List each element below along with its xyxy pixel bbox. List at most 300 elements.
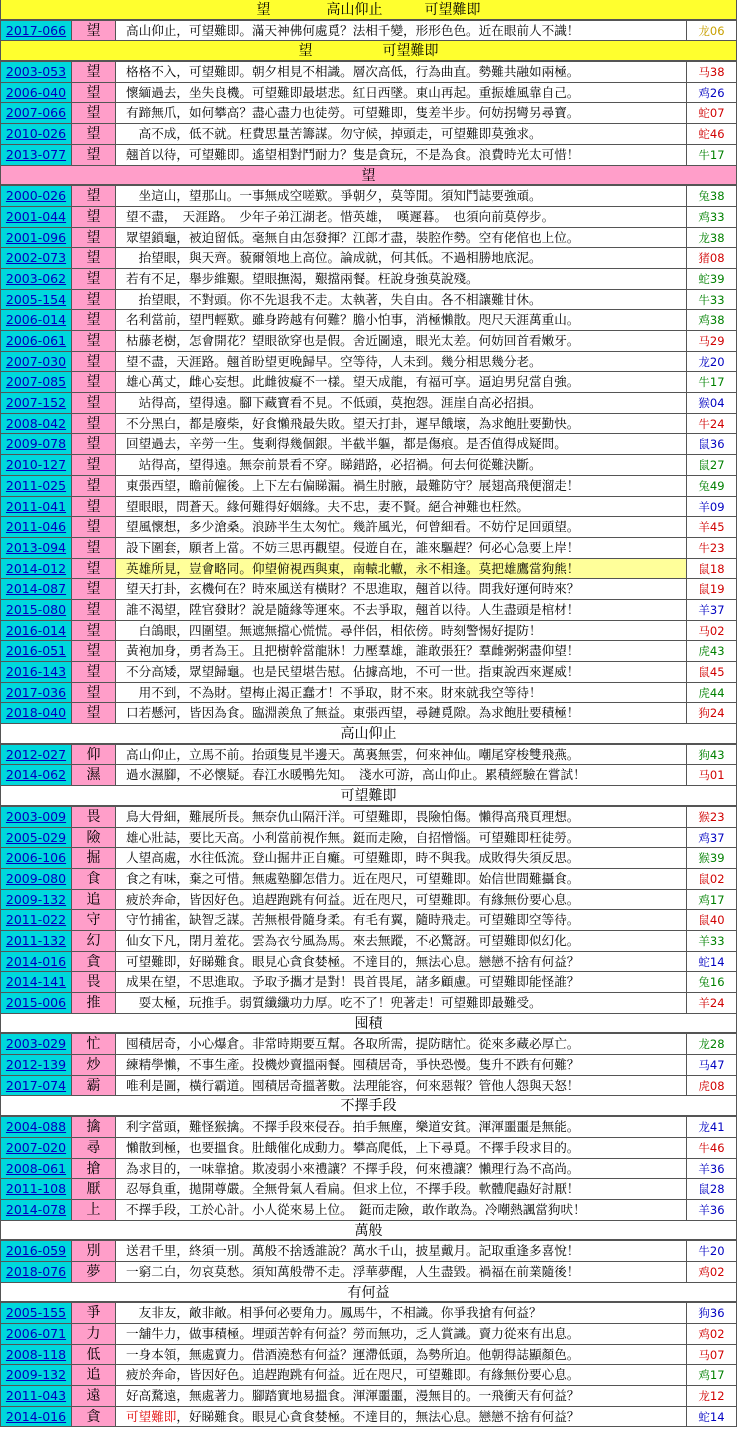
- table-row: [0, 890, 737, 911]
- riddle-text: 唯利是圖，橫行霸道。囤積居奇搵著數。法理能容，何來惡報？管他人怨與天怒！: [116, 1076, 687, 1096]
- riddle-text: 雄心萬丈，雌心妄想。此雌彼癡不一樣。望天成龍，有福可享。逼迫男兒當自強。: [116, 372, 687, 392]
- table-row: [0, 248, 737, 269]
- issue-link[interactable]: 2009-080: [0, 869, 72, 889]
- issue-link[interactable]: 2014-062: [0, 765, 72, 785]
- key-character: 望: [72, 228, 116, 248]
- issue-link[interactable]: 2016-014: [0, 621, 72, 641]
- riddle-text: 黃袍加身，勇者為王。且把樹幹當龍牀！力壓羣雄，誰敢張狂？羣雌粥粥盡仰望！: [116, 641, 687, 661]
- answer-tag: 羊36: [687, 1200, 737, 1220]
- key-character: 低: [72, 1345, 116, 1365]
- table-row: [0, 1159, 737, 1180]
- answer-tag: 狗43: [687, 745, 737, 765]
- answer-tag: 蛇14: [687, 952, 737, 972]
- issue-link[interactable]: 2017-074: [0, 1076, 72, 1096]
- riddle-text: 誰不渴望，陞官發財？說是隨緣等運來。不去爭取，翹首以待。人生盡頭是棺材！: [116, 600, 687, 620]
- section-title: 可望難即: [0, 786, 737, 806]
- riddle-text: 有蹄無爪，如何攀高？盡心盡力也徒勞。可望難即，隻差半步。何妨拐彎另尋寶。: [116, 103, 687, 123]
- riddle-text: 鳥大骨細，難展所長。無奈仇山隔汗洋。可望難即，畏險怕傷。懶得高飛頁理想。: [116, 807, 687, 827]
- issue-link[interactable]: 2003-062: [0, 269, 72, 289]
- table-row: [0, 290, 737, 311]
- issue-link[interactable]: 2017-036: [0, 683, 72, 703]
- issue-link[interactable]: 2014-012: [0, 559, 72, 579]
- table-row: [0, 621, 737, 642]
- table-row: [0, 538, 737, 559]
- answer-tag: 蛇39: [687, 269, 737, 289]
- riddle-text: 站得高，望得遠。腳下藏寶看不見。不低頭，莫抱怨。涯崖自高必招損。: [116, 393, 687, 413]
- riddle-text: 懶散到極，也要搵食。肚餓催化成動力。攀高爬低，上下尋覓。不擇手段求目的。: [116, 1138, 687, 1158]
- riddle-text: 疲於奔命，皆因好色。追趕跑跳有何益。近在咫尺，可望難即。有緣無份要心息。: [116, 1365, 687, 1385]
- table-row: [0, 641, 737, 662]
- key-character: 別: [72, 1241, 116, 1261]
- key-character: 尋: [72, 1138, 116, 1158]
- table-row: [0, 1407, 737, 1428]
- table-row: [0, 21, 737, 42]
- issue-link[interactable]: 2007-030: [0, 352, 72, 372]
- issue-link[interactable]: 2010-026: [0, 124, 72, 144]
- table-row: [0, 765, 737, 786]
- section-header: [0, 786, 737, 807]
- issue-link[interactable]: 2003-053: [0, 62, 72, 82]
- answer-tag: 龙28: [687, 1034, 737, 1054]
- answer-tag: 鼠28: [687, 1179, 737, 1199]
- table-row: [0, 352, 737, 373]
- table-row: [0, 828, 737, 849]
- issue-link[interactable]: 2007-085: [0, 372, 72, 392]
- table-row: [0, 972, 737, 993]
- key-character: 望: [72, 662, 116, 682]
- table-row: [0, 124, 737, 145]
- issue-link[interactable]: 2006-061: [0, 331, 72, 351]
- key-character: 爭: [72, 1303, 116, 1323]
- table-row: [0, 1324, 737, 1345]
- key-character: 望: [72, 476, 116, 496]
- key-character: 貪: [72, 952, 116, 972]
- issue-link[interactable]: 2011-132: [0, 931, 72, 951]
- key-character: 望: [72, 538, 116, 558]
- riddle-text: 白鴿眼，四圍望。無遮無擋心慌慌。尋伴侶，相依傍。時刻警惕好提防！: [116, 621, 687, 641]
- key-character: 畏: [72, 807, 116, 827]
- highlighted-phrase: 可望難即: [126, 1408, 177, 1424]
- answer-tag: 鸡37: [687, 828, 737, 848]
- riddle-text: 一窮二白，勿哀莫愁。須知萬般帶不走。浮華夢醒，人生盡毀。禍福在前業隨後！: [116, 1262, 687, 1282]
- answer-tag: 鼠02: [687, 869, 737, 889]
- table-row: [0, 1055, 737, 1076]
- issue-link[interactable]: 2011-046: [0, 517, 72, 537]
- answer-tag: 鸡02: [687, 1324, 737, 1344]
- table-row: [0, 497, 737, 518]
- key-character: 望: [72, 310, 116, 330]
- section-title: 有何益: [0, 1283, 737, 1303]
- key-character: 炒: [72, 1055, 116, 1075]
- riddle-text: 仙女下凡，閉月羞花。雲為衣兮風為馬。來去無蹤，不必驚訝。可望難即似幻化。: [116, 931, 687, 951]
- key-character: 搶: [72, 1159, 116, 1179]
- issue-link[interactable]: 2014-141: [0, 972, 72, 992]
- answer-tag: 兔38: [687, 186, 737, 206]
- answer-tag: 羊36: [687, 1159, 737, 1179]
- answer-tag: 羊09: [687, 497, 737, 517]
- answer-tag: 虎44: [687, 683, 737, 703]
- issue-link[interactable]: 2006-040: [0, 83, 72, 103]
- answer-tag: 马29: [687, 331, 737, 351]
- key-character: 望: [72, 579, 116, 599]
- section-header: [0, 0, 737, 21]
- answer-tag: 牛33: [687, 290, 737, 310]
- issue-link[interactable]: 2003-029: [0, 1034, 72, 1054]
- issue-link[interactable]: 2012-027: [0, 745, 72, 765]
- table-row: [0, 186, 737, 207]
- key-character: 望: [72, 393, 116, 413]
- key-character: 望: [72, 331, 116, 351]
- table-row: [0, 807, 737, 828]
- key-character: 望: [72, 352, 116, 372]
- table-row: [0, 393, 737, 414]
- key-character: 追: [72, 890, 116, 910]
- section-header: [0, 1283, 737, 1304]
- key-character: 力: [72, 1324, 116, 1344]
- issue-link[interactable]: 2009-078: [0, 434, 72, 454]
- table-row: [0, 434, 737, 455]
- riddle-text: 坐這山，望那山。一事無成空嗟歎。爭朝夕，莫等閒。須知鬥誌要強頑。: [116, 186, 687, 206]
- issue-link[interactable]: 2015-080: [0, 600, 72, 620]
- key-character: 濕: [72, 765, 116, 785]
- key-character: 追: [72, 1365, 116, 1385]
- answer-tag: 龙06: [687, 21, 737, 41]
- issue-link[interactable]: 2017-066: [0, 21, 72, 41]
- riddle-remainder: ，好睇難食。眼見心貪食婪極。不達目的，無法心息。戀戀不捨有何益？: [176, 1408, 580, 1424]
- section-header: [0, 41, 737, 62]
- issue-link[interactable]: 2006-014: [0, 310, 72, 330]
- key-character: 畏: [72, 972, 116, 992]
- answer-tag: 马47: [687, 1055, 737, 1075]
- issue-link[interactable]: 2001-044: [0, 207, 72, 227]
- issue-link[interactable]: 2016-059: [0, 1241, 72, 1261]
- issue-link[interactable]: 2011-025: [0, 476, 72, 496]
- table-row: [0, 579, 737, 600]
- section-header: [0, 166, 737, 187]
- issue-link[interactable]: 2016-051: [0, 641, 72, 661]
- issue-link[interactable]: 2016-143: [0, 662, 72, 682]
- riddle-text: 送君千里，終須一別。萬般不捨透誰說？萬水千山，披星戴月。記取重逢多喜悅！: [116, 1241, 687, 1261]
- riddle-text: 食之有味，棄之可惜。無處塾腳怎借力。近在咫尺，可望難即。始信世間難攝食。: [116, 869, 687, 889]
- issue-link[interactable]: 2014-078: [0, 1200, 72, 1220]
- key-character: 擒: [72, 1117, 116, 1137]
- riddle-text: 英雄所見，豈會略同。仰望俯視西與東，南轅北轍，永不相逢。莫把雄鷹當狗熊！: [116, 559, 687, 579]
- key-character: 望: [72, 455, 116, 475]
- riddle-text: 囤積居奇，小心爆倉。非常時期要互幫。各取所需，提防瞎忙。從來多藏必厚亡。: [116, 1034, 687, 1054]
- answer-tag: 鸡26: [687, 83, 737, 103]
- riddle-text: 過水濕腳，不必懷疑。春江水暖鴨先知。 淺水可游，高山仰止。累積經驗在嘗試！: [116, 765, 687, 785]
- issue-link[interactable]: 2014-016: [0, 1407, 72, 1427]
- riddle-text: 抬望眼，不對頭。你不先退我不走。太執著，失自由。各不相讓難甘休。: [116, 290, 687, 310]
- table-row: [0, 869, 737, 890]
- table-row: [0, 683, 737, 704]
- key-character: 望: [72, 703, 116, 723]
- riddle-text: 一舖牛力，做事積極。埋頭苦幹有何益？勞而無功，乏人賞識。賣力從來有出息。: [116, 1324, 687, 1344]
- answer-tag: 蛇07: [687, 103, 737, 123]
- answer-tag: 羊33: [687, 931, 737, 951]
- table-row: [0, 83, 737, 104]
- issue-link[interactable]: 2008-061: [0, 1159, 72, 1179]
- key-character: 夢: [72, 1262, 116, 1282]
- table-row: [0, 228, 737, 249]
- answer-tag: 鼠19: [687, 579, 737, 599]
- table-row: [0, 269, 737, 290]
- riddle-text: 懷緬過去，坐失良機。可望難即最堪悲。紅日西墜。東山再起。重振雄風靠自己。: [116, 83, 687, 103]
- answer-tag: 牛20: [687, 1241, 737, 1261]
- key-character: 望: [72, 207, 116, 227]
- key-character: 望: [72, 103, 116, 123]
- key-character: 遠: [72, 1386, 116, 1406]
- table-row: [0, 103, 737, 124]
- riddle-text: 眾望鎖龜，被迫留低。毫無自由怎發揮？江郎才盡，裝腔作勢。空有佬倌也上位。: [116, 228, 687, 248]
- riddle-text: 不分黑白，都是廢柴，好食懶飛最失敗。望天打卦，遲早餓壞，為求飽肚要勤快。: [116, 414, 687, 434]
- answer-tag: 牛24: [687, 414, 737, 434]
- riddle-text: 高山仰止，可望難即。滿天神佛何處覓？法相千變，形形色色。近在眼前人不識！: [116, 21, 687, 41]
- key-character: 忙: [72, 1034, 116, 1054]
- riddle-text: 不分高矮，眾望歸龜。也是民望堪告慰。佔據高地，不可一世。指東說西來遲威！: [116, 662, 687, 682]
- table-row: [0, 559, 737, 580]
- table-row: [0, 331, 737, 352]
- issue-link[interactable]: 2013-094: [0, 538, 72, 558]
- key-character: 食: [72, 869, 116, 889]
- key-character: 望: [72, 621, 116, 641]
- answer-tag: 狗36: [687, 1303, 737, 1323]
- issue-link[interactable]: 2006-071: [0, 1324, 72, 1344]
- answer-tag: 猪08: [687, 248, 737, 268]
- key-character: 望: [72, 124, 116, 144]
- table-row: [0, 145, 737, 166]
- key-character: 望: [72, 414, 116, 434]
- issue-link[interactable]: 2018-076: [0, 1262, 72, 1282]
- issue-link[interactable]: 2006-106: [0, 848, 72, 868]
- issue-link[interactable]: 2018-040: [0, 703, 72, 723]
- issue-link[interactable]: 2014-016: [0, 952, 72, 972]
- key-character: 望: [72, 290, 116, 310]
- riddle-text: 名利當前，望門輕歎。雖身跨越有何難？膽小怕事，消極懶散。咫尺天涯萬重山。: [116, 310, 687, 330]
- table-row: [0, 1386, 737, 1407]
- answer-tag: 虎08: [687, 1076, 737, 1096]
- section-title: 萬般: [0, 1221, 737, 1241]
- issue-link[interactable]: 2000-026: [0, 186, 72, 206]
- answer-tag: 羊24: [687, 993, 737, 1013]
- key-character: 望: [72, 21, 116, 41]
- table-row: [0, 372, 737, 393]
- key-character: 望: [72, 269, 116, 289]
- issue-link[interactable]: 2011-043: [0, 1386, 72, 1406]
- answer-tag: 狗24: [687, 703, 737, 723]
- answer-tag: 鸡33: [687, 207, 737, 227]
- table-row: [0, 848, 737, 869]
- issue-link[interactable]: 2010-127: [0, 455, 72, 475]
- table-row: [0, 1179, 737, 1200]
- answer-tag: 蛇46: [687, 124, 737, 144]
- issue-link[interactable]: 2011-108: [0, 1179, 72, 1199]
- riddle-text: 可望難即，好睇難食。眼見心貪食婪極。不達目的，無法心息。戀戀不捨有何益？: [116, 952, 687, 972]
- section-header: [0, 1096, 737, 1117]
- key-character: 推: [72, 993, 116, 1013]
- table-row: [0, 414, 737, 435]
- issue-link[interactable]: 2012-139: [0, 1055, 72, 1075]
- table-row: [0, 952, 737, 973]
- issue-link[interactable]: 2007-020: [0, 1138, 72, 1158]
- answer-tag: 猴23: [687, 807, 737, 827]
- answer-tag: 蛇14: [687, 1407, 737, 1427]
- riddle-text: 守竹捕雀，缺智乏謀。苦無根骨隨身柔。有毛有翼，隨時飛走。可望難即空等待。: [116, 910, 687, 930]
- issue-link[interactable]: 2011-041: [0, 497, 72, 517]
- riddle-text: 好高騖遠，無處著力。腳踏實地易搵食。渾渾噩噩，漫無目的。一飛衝天有何益？: [116, 1386, 687, 1406]
- riddle-text: 不擇手段，工於心計。小人從來易上位。 鋌而走險，敢作敢為。冷嘲熱諷當狗吠！: [116, 1200, 687, 1220]
- answer-tag: 兔16: [687, 972, 737, 992]
- answer-tag: 猴04: [687, 393, 737, 413]
- riddle-text: 友非友，敵非敵。相爭何必要角力。鳳馬牛，不相識。你爭我搶有何益？: [116, 1303, 687, 1323]
- key-character: 望: [72, 83, 116, 103]
- section-header: [0, 724, 737, 745]
- table-row: [0, 207, 737, 228]
- riddle-text: 站得高，望得遠。無奈前景看不穿。睇錯路，必招禍。何去何從難決斷。: [116, 455, 687, 475]
- table-row: [0, 62, 737, 83]
- answer-tag: 龙20: [687, 352, 737, 372]
- key-character: 望: [72, 641, 116, 661]
- key-character: 掘: [72, 848, 116, 868]
- answer-tag: 马01: [687, 765, 737, 785]
- riddle-text: 翹首以待，可望難即。遙望相對鬥耐力？隻是貪玩，不是為食。浪費時光太可惜！: [116, 145, 687, 165]
- key-character: 貪: [72, 1407, 116, 1427]
- riddle-text: 雄心壯誌，要比天高。小利當前視作無。鋌而走險，自招憎惱。可望難即枉徒勞。: [116, 828, 687, 848]
- answer-tag: 鸡02: [687, 1262, 737, 1282]
- key-character: 險: [72, 828, 116, 848]
- table-row: [0, 1262, 737, 1283]
- issue-link[interactable]: 2013-077: [0, 145, 72, 165]
- key-character: 幻: [72, 931, 116, 951]
- table-row: [0, 1365, 737, 1386]
- riddle-text: 成果在望，不思進取。予取予攜才是對！畏首畏尾，諸多顧慮。可望難即能怪誰？: [116, 972, 687, 992]
- issue-link[interactable]: 2004-088: [0, 1117, 72, 1137]
- riddle-text: 東張西望，瞻前僱後。上下左右偏睇漏。禍生肘腋，最難防守？展翅高飛便溜走！: [116, 476, 687, 496]
- key-character: 厭: [72, 1179, 116, 1199]
- riddle-text: 枯藤老樹，怎會開花？望眼欲穿也是假。舍近圖遠，眼光太差。何妨回首看嫩牙。: [116, 331, 687, 351]
- riddle-text: 高不成，低不就。枉費思量苦籌謀。勿守候，掉頭走，可望難即莫強求。: [116, 124, 687, 144]
- issue-link[interactable]: 2015-006: [0, 993, 72, 1013]
- key-character: 守: [72, 910, 116, 930]
- riddle-text: 口若懸河，皆因為食。臨淵羨魚了無益。東張西望，尋鏈覓隙。為求飽肚要積極！: [116, 703, 687, 723]
- issue-link[interactable]: 2003-009: [0, 807, 72, 827]
- key-character: 望: [72, 600, 116, 620]
- answer-tag: 鼠36: [687, 434, 737, 454]
- table-row: [0, 1200, 737, 1221]
- table-row: [0, 1138, 737, 1159]
- riddle-text: 望不盡， 天涯路。 少年子弟江湖老。惜英雄， 嘆遲暮。 也須向前莫停步。: [116, 207, 687, 227]
- answer-tag: 鼠27: [687, 455, 737, 475]
- answer-tag: 牛17: [687, 145, 737, 165]
- issue-link[interactable]: 2008-118: [0, 1345, 72, 1365]
- answer-tag: 马38: [687, 62, 737, 82]
- section-title: 望 可望難即: [0, 41, 737, 61]
- riddle-text: 為求目的，一味靠搶。欺凌弱小來禮讓？不擇手段，何來禮讓？懶理行為不高尚。: [116, 1159, 687, 1179]
- riddle-text: 格格不入，可望難即。朝夕相見不相識。層次高低，行為曲直。勢難共融如兩極。: [116, 62, 687, 82]
- answer-tag: 鼠40: [687, 910, 737, 930]
- issue-link[interactable]: 2007-066: [0, 103, 72, 123]
- section-header: [0, 1014, 737, 1035]
- table-row: [0, 517, 737, 538]
- table-row: [0, 993, 737, 1014]
- issue-link[interactable]: 2009-132: [0, 1365, 72, 1385]
- answer-tag: 牛46: [687, 1138, 737, 1158]
- riddle-text: 用不到，不為財。望梅止渴正蠢才！不爭取，財不來。財來就我空等待！: [116, 683, 687, 703]
- key-character: 霸: [72, 1076, 116, 1096]
- key-character: 望: [72, 145, 116, 165]
- riddle-text: 疲於奔命，皆因好色。追趕跑跳有何益。近在咫尺，可望難即。有緣無份要心息。: [116, 890, 687, 910]
- table-row: [0, 600, 737, 621]
- section-title: 不擇手段: [0, 1096, 737, 1116]
- key-character: 望: [72, 186, 116, 206]
- riddle-text: 若有不足，舉步維艱。望眼撫渴，艱擋兩餐。枉說身強莫說殘。: [116, 269, 687, 289]
- answer-tag: 牛17: [687, 372, 737, 392]
- answer-tag: 兔49: [687, 476, 737, 496]
- issue-link[interactable]: 2005-029: [0, 828, 72, 848]
- issue-link[interactable]: 2002-073: [0, 248, 72, 268]
- issue-link[interactable]: 2014-087: [0, 579, 72, 599]
- table-row: [0, 1076, 737, 1097]
- table-row: [0, 931, 737, 952]
- section-title: 望 高山仰止 可望難即: [0, 0, 737, 20]
- answer-tag: 马02: [687, 621, 737, 641]
- answer-tag: 猴39: [687, 848, 737, 868]
- table-row: [0, 910, 737, 931]
- riddle-text: 望不盡，天涯路。翹首盼望更晚歸早。空等待，人未到。幾分相思幾分老。: [116, 352, 687, 372]
- table-row: [0, 1034, 737, 1055]
- riddle-text: 一身本領，無處賣力。借酒澆愁有何益？運滯低頭，為勢所迫。他朝得誌顯顏色。: [116, 1345, 687, 1365]
- answer-tag: 鸡17: [687, 890, 737, 910]
- answer-tag: 鸡17: [687, 1365, 737, 1385]
- answer-tag: 龙38: [687, 228, 737, 248]
- riddle-text: 望天打卦，玄機何在？時來風送有橫財？不思進取，翹首以待。問我好運何時來？: [116, 579, 687, 599]
- key-character: 望: [72, 683, 116, 703]
- answer-tag: 鼠45: [687, 662, 737, 682]
- answer-tag: 牛23: [687, 538, 737, 558]
- riddle-text: 利字當頭，難怪猴擒。不擇手段來侵吞。拍手無塵，樂道安貧。渾渾噩噩是無能。: [116, 1117, 687, 1137]
- issue-link[interactable]: 2005-154: [0, 290, 72, 310]
- issue-link[interactable]: 2007-152: [0, 393, 72, 413]
- table-row: [0, 1241, 737, 1262]
- answer-tag: 龙12: [687, 1386, 737, 1406]
- riddle-text: 望風懷想，多少滄桑。浪跡半生太匆忙。幾許風光，何曾細看。不妨佇足回頭望。: [116, 517, 687, 537]
- riddle-text: 人望高處，水往低流。登山掘井正自癱。可望難即，時不與我。成敗得失須反思。: [116, 848, 687, 868]
- issue-link[interactable]: 2011-022: [0, 910, 72, 930]
- issue-link[interactable]: 2001-096: [0, 228, 72, 248]
- riddle-text: [116, 1407, 687, 1427]
- riddle-text: 抬望眼，與天齊。藐爾領地上高位。論成就，何其低。不過相勝地底泥。: [116, 248, 687, 268]
- riddle-text: 回望過去，辛勞一生。隻剩得幾個銀。半截半軀，都是傷痕。是否值得成疑問。: [116, 434, 687, 454]
- issue-link[interactable]: 2008-042: [0, 414, 72, 434]
- table-row: [0, 662, 737, 683]
- key-character: 望: [72, 497, 116, 517]
- answer-tag: 虎43: [687, 641, 737, 661]
- issue-link[interactable]: 2005-155: [0, 1303, 72, 1323]
- section-header: [0, 1221, 737, 1242]
- answer-tag: 鼠18: [687, 559, 737, 579]
- section-title: 望: [0, 166, 737, 186]
- answer-tag: 马07: [687, 1345, 737, 1365]
- answer-tag: 羊45: [687, 517, 737, 537]
- issue-link[interactable]: 2009-132: [0, 890, 72, 910]
- table-row: [0, 745, 737, 766]
- table-row: [0, 1345, 737, 1366]
- key-character: 望: [72, 517, 116, 537]
- table-row: [0, 310, 737, 331]
- riddle-text: 忍辱負重，拋開尊嚴。全無骨氣人看扁。但求上位，不擇手段。軟體爬蟲好討厭！: [116, 1179, 687, 1199]
- riddle-text: 望眼眼，問蒼天。緣何難得好姻緣。夫不忠，妻不賢。絕合神難也枉然。: [116, 497, 687, 517]
- key-character: 上: [72, 1200, 116, 1220]
